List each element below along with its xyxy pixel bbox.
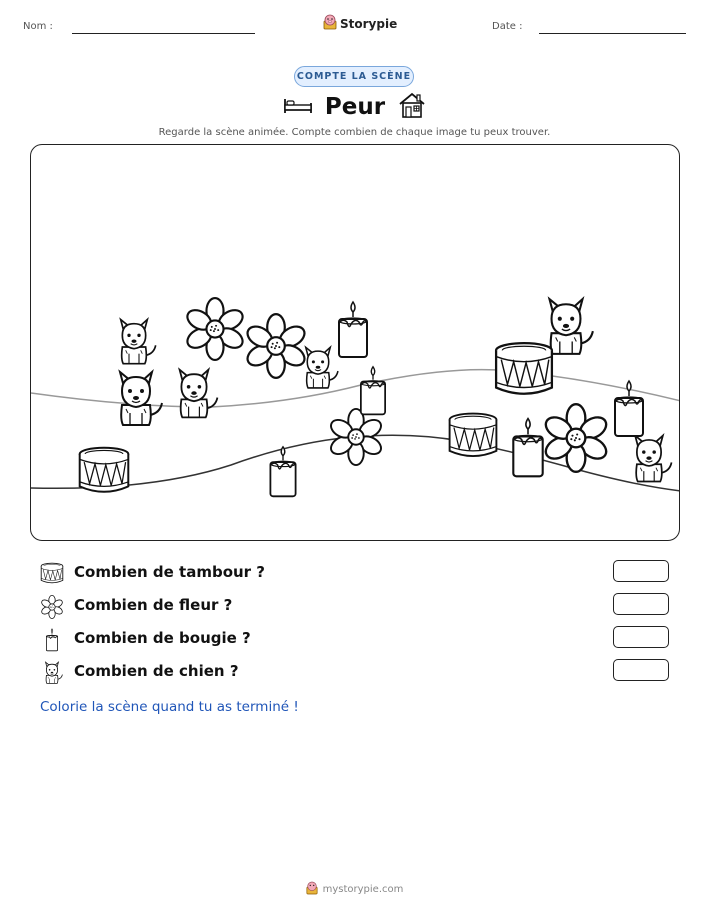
pig-book-icon bbox=[306, 881, 318, 898]
scene-dog bbox=[121, 320, 156, 364]
name-field-line[interactable] bbox=[72, 33, 255, 34]
question-text: Combien de tambour ? bbox=[74, 563, 265, 581]
name-label: Nom : bbox=[23, 21, 53, 32]
scene-flower bbox=[328, 409, 384, 465]
house-icon bbox=[397, 91, 427, 123]
scene-flower bbox=[244, 314, 308, 378]
scene-dog bbox=[306, 347, 338, 388]
drum-icon bbox=[40, 562, 64, 586]
scene-candle bbox=[361, 367, 385, 415]
question-row-candle bbox=[40, 626, 680, 652]
question-text: Combien de bougie ? bbox=[74, 629, 251, 647]
scene-candle bbox=[270, 447, 295, 497]
scene-illustration bbox=[31, 145, 680, 541]
scene-panel[interactable] bbox=[30, 144, 680, 541]
dog-icon bbox=[40, 661, 64, 685]
answer-box-drum[interactable] bbox=[613, 560, 669, 582]
footer-site[interactable]: mystorypie.com bbox=[322, 884, 404, 895]
brand bbox=[323, 14, 397, 33]
scene-candle bbox=[339, 302, 367, 357]
scene-candle bbox=[615, 381, 643, 436]
pig-book-icon bbox=[323, 14, 337, 33]
date-label: Date : bbox=[492, 21, 523, 32]
title-text: Peur bbox=[324, 94, 386, 120]
activity-badge: COMPTE LA SCÈNE bbox=[294, 66, 414, 87]
answer-box-candle[interactable] bbox=[613, 626, 669, 648]
answer-box-dog[interactable] bbox=[613, 659, 669, 681]
question-row-flower bbox=[40, 593, 680, 619]
answer-box-flower[interactable] bbox=[613, 593, 669, 615]
question-text: Combien de chien ? bbox=[74, 662, 239, 680]
scene-drum bbox=[496, 343, 552, 394]
candle-icon bbox=[40, 628, 64, 652]
question-text: Combien de fleur ? bbox=[74, 596, 233, 614]
scene-drum bbox=[80, 448, 129, 492]
scene-flower bbox=[542, 404, 610, 472]
brand-name: Storypie bbox=[340, 16, 398, 31]
flower-icon bbox=[40, 595, 64, 619]
question-row-dog bbox=[40, 659, 680, 685]
bed-icon bbox=[283, 93, 313, 121]
date-field-line[interactable] bbox=[539, 33, 686, 34]
question-row-drum bbox=[40, 560, 680, 586]
scene-candle bbox=[513, 419, 542, 477]
instructions: Regarde la scène animée. Compte combien de chaque image tu peux trouver. bbox=[158, 127, 551, 138]
closing-instruction: Colorie la scène quand tu as terminé ! bbox=[40, 699, 299, 715]
page-title bbox=[280, 92, 430, 122]
scene-dog bbox=[120, 372, 162, 425]
footer bbox=[0, 881, 709, 898]
scene-dog bbox=[549, 299, 592, 354]
scene-dog bbox=[180, 370, 218, 418]
scene-drum bbox=[450, 414, 497, 456]
scene-flower bbox=[184, 298, 246, 360]
scene-dog bbox=[635, 436, 671, 482]
